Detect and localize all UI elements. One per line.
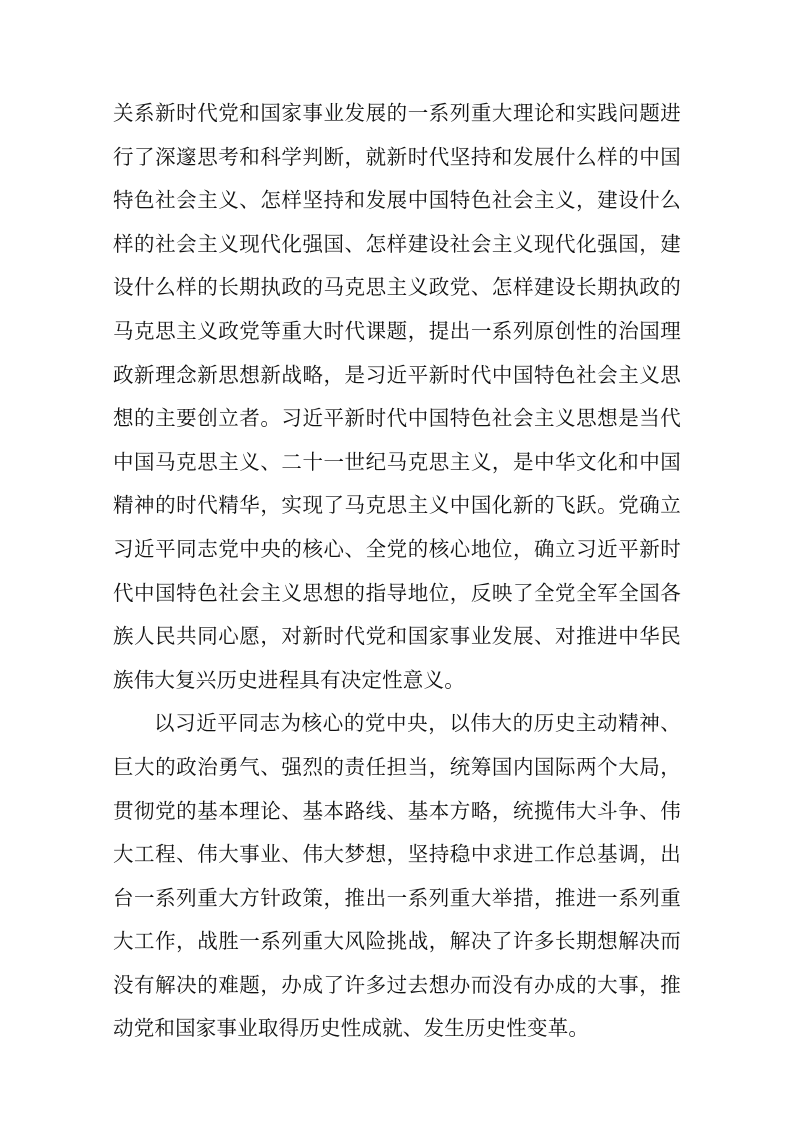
paragraph-1: 关系新时代党和国家事业发展的一系列重大理论和实践问题进行了深邃思考和科学判断，就新时代坚持和发展什么样的中国特色社会主义、怎样坚持和发展中国特色社会主义，建设什么样的社会主义现代化强国、怎样建设社会主义现代化强国，建设什么样的长期执政的马克思主义政党、怎样建设长期执政的马克思主义政党等重大时代课题，提出一系列原创性的治国理政新理念新思想新战略，是习近平新时代中国特色社会主义思想的主要创立者。习近平新时代中国特色社会主义思想是当代中国马克思主义、二十一世纪马克思主义，是中华文化和中国精神的时代精华，实现了马克思主义中国化新的飞跃。党确立习近平同志党中央的核心、全党的核心地位，确立习近平新时代中国特色社会主义思想的指导地位，反映了全党全军全国各族人民共同心愿，对新时代党和国家事业发展、对推进中华民族伟大复兴历史进程具有决定性意义。 (113, 101, 681, 692)
paragraph-2: 以习近平同志为核心的党中央，以伟大的历史主动精神、巨大的政治勇气、强烈的责任担当，统筹国内国际两个大局，贯彻党的基本理论、基本路线、基本方略，统揽伟大斗争、伟大工程、伟大事业、伟大梦想，坚持稳中求进工作总基调，出台一系列重大方针政策，推出一系列重大举措，推进一系列重大工作，战胜一系列重大风险挑战，解决了许多长期想解决而没有解决的难题，办成了许多过去想办而没有办成的大事，推动党和国家事业取得历史性成就、发生历史性变革。 (113, 711, 681, 1041)
document-body (113, 92, 681, 1051)
